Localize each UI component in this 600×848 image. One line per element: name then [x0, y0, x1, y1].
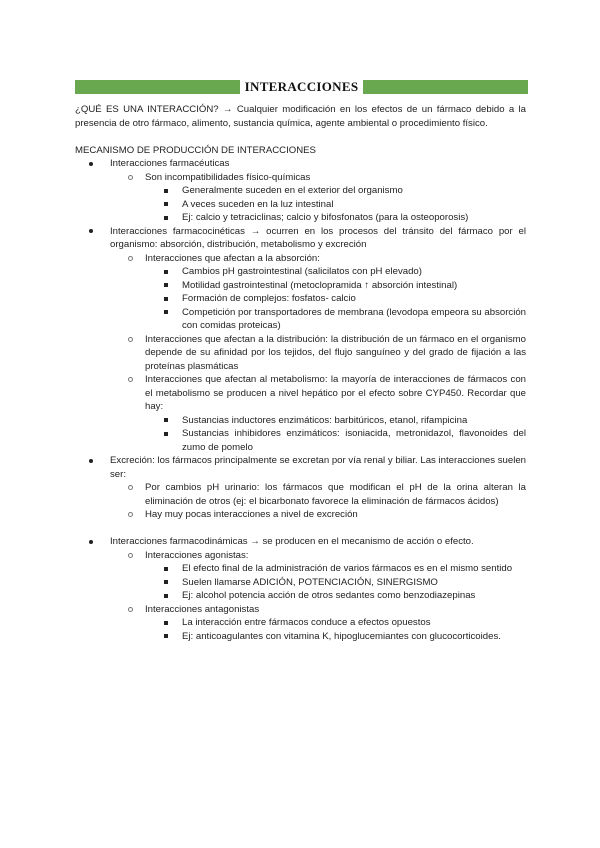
list-item-level-2: [75, 549, 526, 563]
bullet-disc-icon: [89, 225, 93, 239]
bullet-circle-icon: [128, 549, 133, 563]
list-item-level-3: [75, 292, 526, 306]
list-item-text: Interacciones agonistas:: [145, 549, 249, 561]
title-bar-left: [75, 80, 240, 94]
list-item-level-3: [75, 184, 526, 198]
list-item-level-3: [75, 198, 526, 212]
list-item-text: Son incompatibilidades físico-químicas: [145, 171, 311, 183]
bullet-circle-icon: [128, 481, 133, 495]
list-item-text: Ej: anticoagulantes con vitamina K, hipoglucemiantes con glucocorticoides.: [182, 630, 501, 642]
list-item-level-2: [75, 171, 526, 185]
list-item-text: Interacciones antagonistas: [145, 603, 260, 615]
bullet-circle-icon: [128, 333, 133, 347]
intro-paragraph: ¿QUÉ ES UNA INTERACCIÓN? → Cualquier modificación en los efectos de un fármaco debido a la presencia de otro fármaco, alimento, sustancia química, agente ambiental o procedimiento físico.: [75, 104, 526, 129]
page-title: INTERACCIONES: [244, 78, 359, 94]
list-item-level-1: [75, 225, 526, 252]
list-item-level-2: [75, 373, 526, 414]
list-item-text: Interacciones farmacocinéticas → ocurren en los procesos del tránsito del fármaco por el organismo: absorción, distribución, metabolismo y excreción: [110, 225, 526, 250]
list-item-text: La interacción entre fármacos conduce a efectos opuestos: [182, 617, 431, 628]
list-item-text: Interacciones que afectan a la distribución: la distribución de un fármaco en el organismo depende de su afinidad por los tejidos, del flujo sanguíneo y del grado de fijación a las proteínas plasmáticas: [145, 333, 526, 372]
bullet-square-icon: [164, 292, 168, 306]
bullet-square-icon: [164, 562, 168, 576]
bullet-square-icon: [164, 589, 168, 603]
bullet-disc-icon: [89, 535, 93, 549]
list-item-level-3: [75, 589, 526, 603]
list-item-text: Excreción: los fármacos principalmente se excretan por vía renal y biliar. Las interacciones suelen ser:: [110, 455, 526, 480]
list-item-text: Cambios pH gastrointestinal (salicilatos con pH elevado): [182, 266, 422, 277]
list-item-level-1: [75, 157, 526, 171]
bullet-list: [75, 157, 526, 643]
bullet-square-icon: [164, 576, 168, 590]
bullet-circle-icon: [128, 373, 133, 387]
list-item-text: Interacciones que afectan al metabolismo: la mayoría de interacciones de fármacos con el metabolismo se producen a nivel hepático por el efecto sobre CYP450. Recordar que hay:: [145, 374, 526, 412]
title-banner: [75, 79, 528, 94]
list-item-level-2: [75, 333, 526, 374]
list-item-level-3: [75, 427, 526, 454]
list-item-text: Suelen llamarse ADICIÓN, POTENCIACIÓN, SINERGISMO: [182, 576, 438, 588]
bullet-circle-icon: [128, 171, 133, 185]
list-item-level-2: [75, 508, 526, 522]
list-item-level-2: [75, 252, 526, 266]
bullet-square-icon: [164, 184, 168, 198]
bullet-square-icon: [164, 211, 168, 225]
spacer: [75, 522, 526, 536]
bullet-circle-icon: [128, 508, 133, 522]
document-body: [75, 103, 526, 643]
list-item-level-3: [75, 265, 526, 279]
bullet-square-icon: [164, 414, 168, 428]
bullet-disc-icon: [89, 157, 93, 171]
list-item-text: El efecto final de la administración de varios fármacos es en el mismo sentido: [182, 563, 513, 574]
bullet-square-icon: [164, 630, 168, 644]
list-item-level-3: [75, 630, 526, 644]
bullet-disc-icon: [89, 454, 93, 468]
list-item-text: Formación de complejos: fosfatos- calcio: [182, 293, 356, 304]
list-item-text: Ej: alcohol potencia acción de otros sedantes como benzodiazepinas: [182, 590, 476, 601]
list-item-level-3: [75, 306, 526, 333]
bullet-circle-icon: [128, 603, 133, 617]
list-item-text: Interacciones que afectan a la absorción:: [145, 252, 320, 264]
list-item-text: A veces suceden en la luz intestinal: [182, 198, 334, 210]
list-item-level-3: [75, 576, 526, 590]
list-item-level-3: [75, 279, 526, 293]
list-item-text: Interacciones farmacodinámicas → se producen en el mecanismo de acción o efecto.: [110, 536, 474, 547]
list-item-text: Sustancias inductores enzimáticos: barbitúricos, etanol, rifampicina: [182, 414, 468, 426]
bullet-square-icon: [164, 198, 168, 212]
bullet-square-icon: [164, 279, 168, 293]
list-item-level-1: [75, 535, 526, 549]
list-item-level-3: [75, 562, 526, 576]
bullet-square-icon: [164, 427, 168, 441]
list-item-level-2: [75, 481, 526, 508]
bullet-square-icon: [164, 306, 168, 320]
list-item-text: Ej: calcio y tetraciclinas; calcio y bifosfonatos (para la osteoporosis): [182, 212, 469, 223]
list-item-text: Sustancias inhibidores enzimáticos: isoniacida, metronidazol, flavonoides del zumo de pomelo: [182, 428, 526, 453]
list-item-text: Motilidad gastrointestinal (metoclopramida ↑ absorción intestinal): [182, 279, 458, 291]
list-item-text: Competición por transportadores de membrana (levodopa empeora su absorción con comidas proteicas): [182, 306, 526, 331]
list-item-level-2: [75, 603, 526, 617]
list-item-level-1: [75, 454, 526, 481]
list-item-text: Por cambios pH urinario: los fármacos que modifican el pH de la orina alteran la eliminación de otros (ej: el bicarbonato favorece la eliminación de fármacos ácidos): [145, 482, 526, 507]
list-item-text: Generalmente suceden en el exterior del organismo: [182, 185, 403, 196]
bullet-square-icon: [164, 616, 168, 630]
list-item-level-3: [75, 616, 526, 630]
list-item-level-3: [75, 211, 526, 225]
list-item-text: Interacciones farmacéuticas: [110, 158, 230, 169]
list-item-level-3: [75, 414, 526, 428]
section-heading: MECANISMO DE PRODUCCIÓN DE INTERACCIONES: [75, 144, 316, 156]
bullet-circle-icon: [128, 252, 133, 266]
list-item-text: Hay muy pocas interacciones a nivel de excreción: [145, 509, 358, 520]
title-bar-right: [363, 80, 528, 94]
bullet-square-icon: [164, 265, 168, 279]
